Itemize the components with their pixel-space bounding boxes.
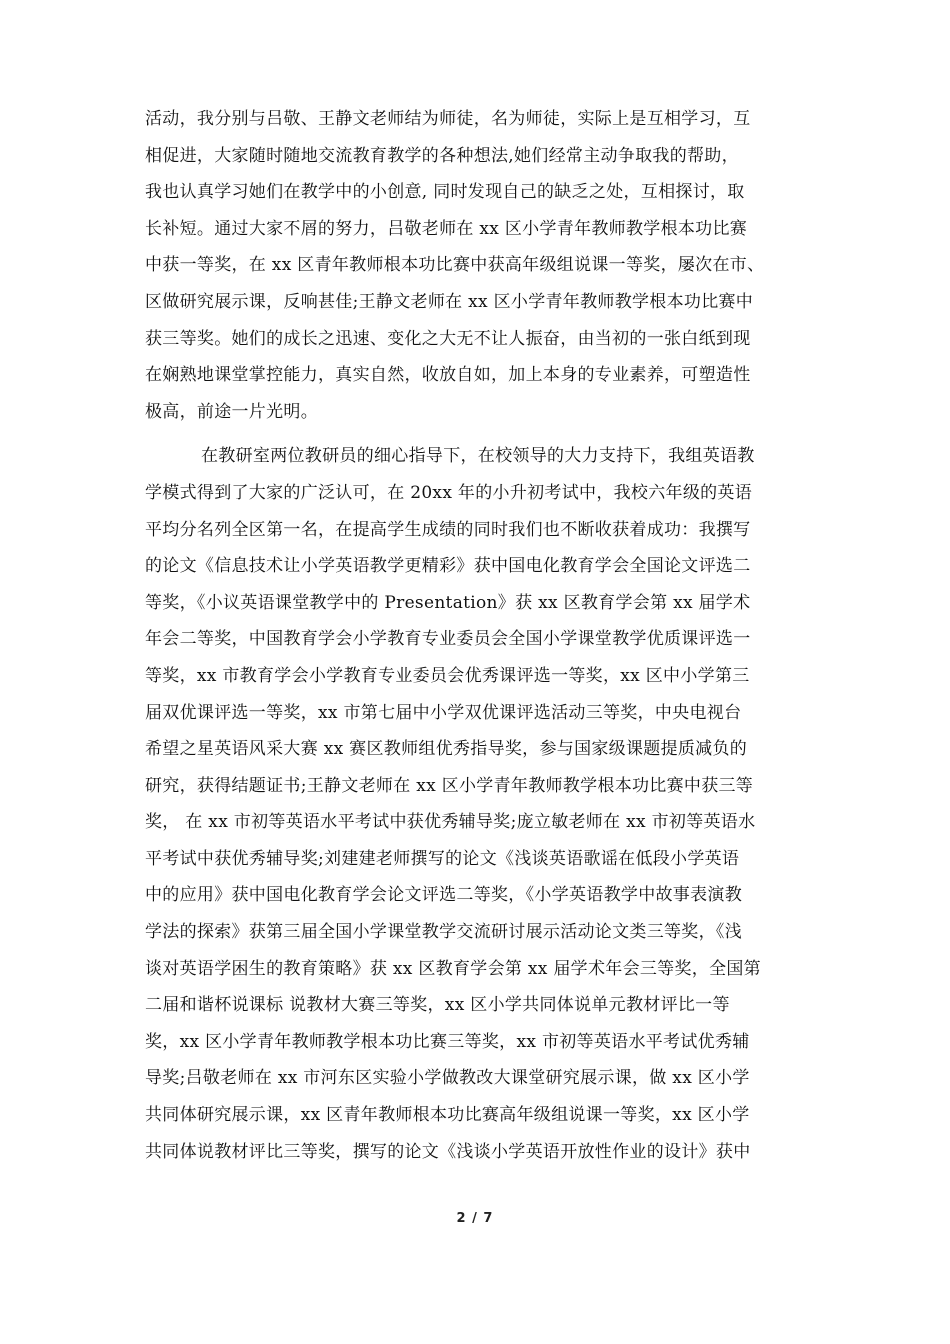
text-line: 届双优课评选一等奖，xx 市第七届中小学双优课评选活动三等奖，中央电视台 [145, 702, 742, 723]
text-line: 中获一等奖，在 xx 区青年教师根本功比赛中获高年级组说课一等奖，屡次在市、 [145, 255, 765, 276]
text-line: 的论文《信息技术让小学英语教学更精彩》获中国电化教育学会全国论文评选二 [145, 556, 751, 577]
text-line: 中的应用》获中国电化教育学会论文评选二等奖，《小学英语教学中故事表演教 [145, 885, 742, 906]
text-line: 谈对英语学困生的教育策略》获 xx 区教育学会第 xx 届学术年会三等奖，全国第 [145, 958, 761, 979]
text-line: 学法的探索》获第三届全国小学课堂教学交流研讨展示活动论文类三等奖，《浅 [145, 922, 742, 943]
text-line: 我也认真学习她们在教学中的小创意, 同时发现自己的缺乏之处，互相探讨，取 [145, 182, 745, 203]
text-line: 长补短。通过大家不屑的努力，吕敬老师在 xx 区小学青年教师教学根本功比赛 [145, 218, 748, 239]
text-line: 共同体研究展示课，xx 区青年教师根本功比赛高年级组说课一等奖，xx 区小学 [145, 1105, 750, 1126]
text-line: 研究，获得结题证书;王静文老师在 xx 区小学青年教师教学根本功比赛中获三等 [145, 775, 754, 796]
text-line: 区做研究展示课，反响甚佳;王静文老师在 xx 区小学青年教师教学根本功比赛中 [145, 291, 754, 312]
document-body [145, 101, 813, 1170]
text-line: 获三等奖。她们的成长之迅速、变化之大无不让人振奋，由当初的一张白纸到现 [145, 328, 751, 349]
text-line: 平考试中获优秀辅导奖;刘建建老师撰写的论文《浅谈英语歌谣在低段小学英语 [145, 848, 740, 869]
paragraph-1 [145, 101, 813, 430]
text-line: 奖， 在 xx 市初等英语水平考试中获优秀辅导奖;庞立敏老师在 xx 市初等英语水 [145, 812, 756, 833]
text-line: 等奖，《小议英语课堂教学中的 Presentation》获 xx 区教育学会第 xx 届学术 [145, 592, 751, 613]
text-line: 共同体说教材评比三等奖，撰写的论文《浅谈小学英语开放性作业的设计》获中 [145, 1141, 751, 1162]
text-line: 等奖，xx 市教育学会小学教育专业委员会优秀课评选一等奖，xx 区中小学第三 [145, 665, 750, 686]
text-line: 在教研室两位教研员的细心指导下，在校领导的大力支持下，我组英语教 [201, 446, 755, 467]
text-line: 活动，我分别与吕敬、王静文老师结为师徒，名为师徒，实际上是互相学习，互 [145, 109, 751, 129]
text-line: 相促进，大家随时随地交流教育教学的各种想法,她们经常主动争取我的帮助， [145, 145, 739, 166]
page-number: 2 / 7 [456, 1211, 494, 1226]
text-line: 平均分名列全区第一名，在提高学生成绩的同时我们也不断收获着成功：我撰写 [145, 519, 751, 540]
text-line: 年会二等奖，中国教育学会小学教育专业委员会全国小学课堂教学优质课评选一 [145, 629, 751, 650]
text-line: 二届和谐杯说课标 说教材大赛三等奖，xx 区小学共同体说单元教材评比一等 [145, 995, 730, 1016]
text-line: 希望之星英语风采大赛 xx 赛区教师组优秀指导奖，参与国家级课题提质减负的 [145, 739, 748, 760]
text-line: 学模式得到了大家的广泛认可，在 20xx 年的小升初考试中，我校六年级的英语 [145, 482, 753, 503]
text-line: 极高，前途一片光明。 [145, 401, 318, 422]
paragraph-2 [145, 438, 813, 1170]
text-line: 在娴熟地课堂掌控能力，真实自然，收放自如，加上本身的专业素养，可塑造性 [145, 365, 751, 386]
text-line: 奖，xx 区小学青年教师教学根本功比赛三等奖，xx 市初等英语水平考试优秀辅 [145, 1031, 750, 1052]
text-line: 导奖;吕敬老师在 xx 市河东区实验小学做教改大课堂研究展示课，做 xx 区小学 [145, 1068, 750, 1089]
